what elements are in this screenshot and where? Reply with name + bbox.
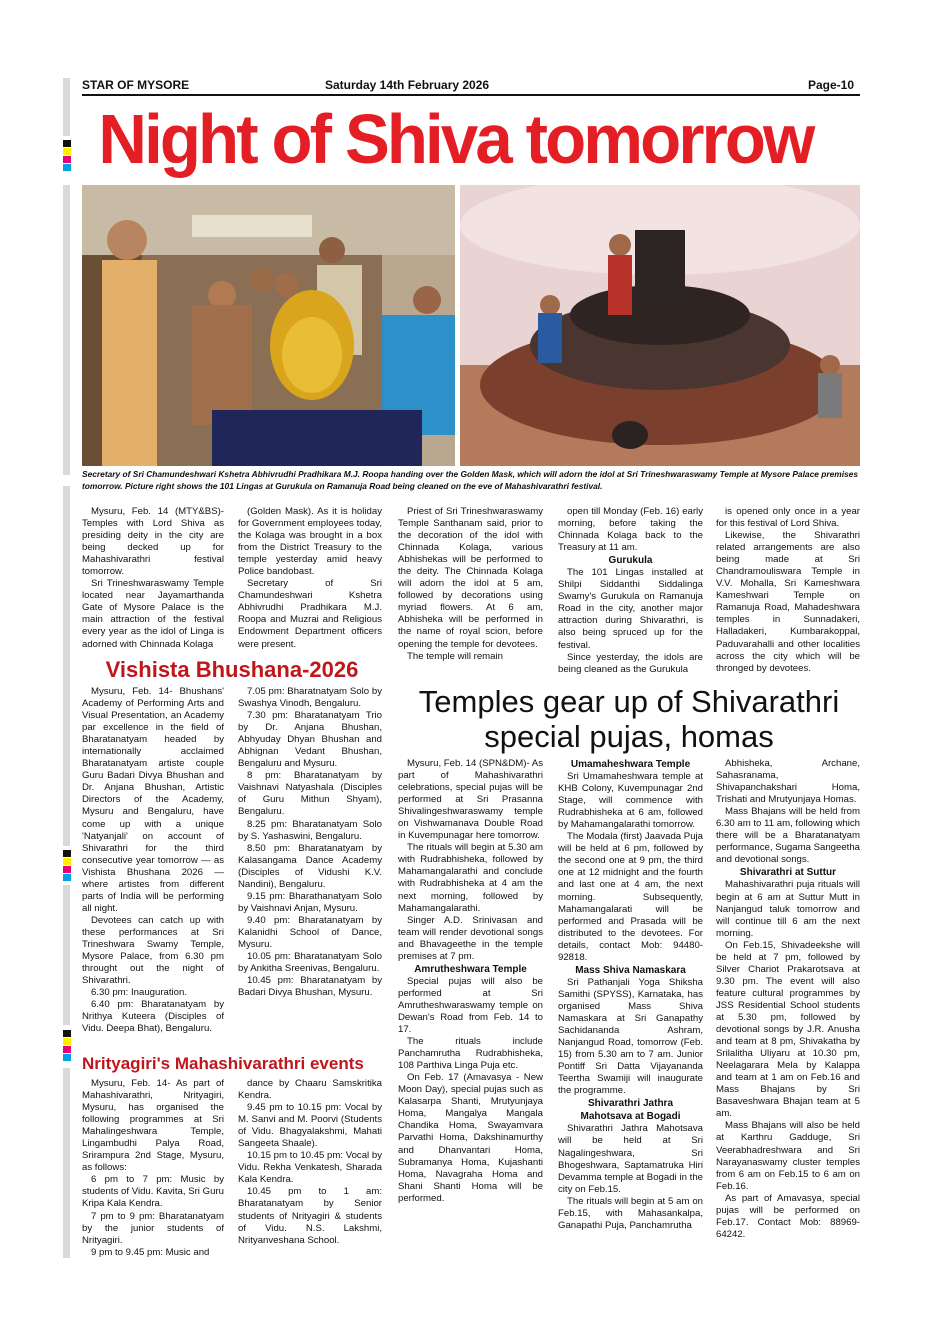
paragraph: Sri Pathanjali Yoga Shiksha Samithi (SPYSS), Karnataka, has organised Mass Shiva Namaskara at Sri Ganapathy Sachidananda Ashram, Nanjangud Road, tomorrow (Feb. 15) from 5.30 am to 7 am. Junior Pontiff Sri Datta Vijayananda Teertha Swamiji will inaugurate the programme.	[558, 976, 703, 1097]
paragraph: Sri Trineshwaraswamy Temple located near Jayamarthanda Gate of Mysore Palace is the main attraction of the festival every year as the idol of Linga is adorned with Chinnada Kolaga	[82, 578, 224, 650]
paragraph: Mahashivarathri puja rituals will begin at 6 am at Suttur Mutt in Nanjangud taluk tomorrow and will continue till 6 am the next morning.	[716, 879, 860, 939]
paragraph: The 101 Lingas installed at Shilpi Siddanthi Siddalinga Swamy's Gurukula on Ramanuja Road in the city, another major attraction during Shivarathri, is also being spruced up for the festival.	[558, 567, 703, 651]
subheading-jathra: Shivarathri Jathra	[587, 1098, 674, 1110]
paragraph: 10.45 pm: Bharatanatyam by Badari Divya Bhushan, Mysuru.	[238, 975, 382, 999]
story3-headline: Nrityagiri's Mahashivarathri events	[82, 1054, 364, 1073]
registration-mark-black	[63, 850, 71, 857]
paragraph: 7 pm to 9 pm: Bharatanatyam by the junior students of Nrityagiri.	[82, 1210, 224, 1246]
registration-mark-cyan	[63, 1054, 71, 1061]
paragraph: Mysuru, Feb. 14- As part of Mahashivarathri, Nrityagiri, Mysuru, has organised the following programmes at Sri Mahalingeshwara Temple, Lingambudhi Palya Road, Srirampura 2nd Stage, Mysuru, as follows:	[82, 1078, 224, 1174]
paragraph: Abhisheka, Archane, Sahasranama, Shivapanchakshari Homa, Trishati and Mrutyunjaya Homas.	[716, 758, 860, 806]
paragraph: 8 pm: Bharatanatyam by Vaishnavi Natyashala (Disciples of Guru Mithun Shyam), Bengaluru.	[238, 770, 382, 818]
paragraph: Singer A.D. Srinivasan and team will render devotional songs and Bhavageethe in the temple premises at 7 pm.	[398, 914, 543, 962]
paragraph: Mysuru, Feb. 14- Bhushans' Academy of Performing Arts and Visual Presentation, an Academy par excellence in the field of Bharatanatyam headed by internationally acclaimed Bharatanatyam artiste couple Guru Badari Divya Bhushan and Dr. Anjana Bhushan, Artistic Directors of the Academy, Mysuru and Bengaluru, have come up with a unique 'Natyanjali' on account of Shivarathri for the third consecutive year tomorrow — as Vishista Bhushana 2026 — where artistes from different parts of India will be performing all night.	[82, 686, 224, 914]
gray-margin-bar	[63, 78, 70, 136]
paragraph: 7.30 pm: Bharatanatyam Trio by Dr. Anjana Bhushan, Abhyuday Dhyan Bhushan and Abhignan Vedant Bhushan, Bengaluru and Mysuru.	[238, 710, 382, 770]
story2-col2	[238, 686, 382, 999]
registration-mark-magenta	[63, 156, 71, 163]
paragraph: On Feb.15, Shivadeekshe will be held at 7 pm, followed by Silver Chariot Prakarotsava at 9.30 pm. The event will also feature cultural programmes by JSS Residential School students at 5.30 pm, followed by devotional songs by J.R. Anusha and team at 8 pm, Shivakatha by Srilalitha Uliyaru at 10.30 pm, Neelagarara Mela by Kalappa and team at 1 am on Feb.16 and Mass Bhajans by Sri Basaveshwara Bhajan team at 5 am.	[716, 939, 860, 1120]
paragraph: (Golden Mask). As it is holiday for Government employees today, the Kolaga was brought in a box from the District Treasury to the temple yesterday amid heavy Police bandobast.	[238, 506, 382, 578]
story4-headline-line1: Temples gear up of Shivarathri	[418, 684, 840, 719]
subheading-amrutheshwara: Amrutheshwara Temple	[414, 963, 527, 975]
page-number: Page-10	[808, 78, 855, 92]
paragraph: 9.45 pm to 10.15 pm: Vocal by M. Sanvi and M. Poorvi (Students of Vidu. Bhagyalakshmi, Mahati Sangeeta Shaale).	[238, 1102, 382, 1150]
registration-mark-yellow	[63, 148, 71, 155]
photo-caption: Secretary of Sri Chamundeshwari Kshetra Abhivrudhi Pradhikara M.J. Roopa handing over the Golden Mask, which will adorn the idol at Sri Trineshwaraswamy Temple at Mysore Palace premises tomorrow. Picture right shows the 101 Lingas at Gurukula on Ramanuja Road being cleaned on the eve of Mahashivarathri festival.	[82, 469, 858, 491]
paragraph: dance by Chaaru Samskritika Kendra.	[238, 1078, 382, 1102]
paragraph: The rituals will begin at 5 am on Feb.15, with Mahasankalpa, Ganapathi Puja, Panchamrutha	[558, 1195, 703, 1231]
paragraph: Special pujas will also be performed at Sri Amrutheshwaraswamy temple on Dewan's Road from Feb. 14 to 17.	[398, 975, 543, 1036]
paragraph: Mass Bhajans will also be held at Karthru Gadduge, Sri Veerabhadreshwara and Sri Narayanaswamy cluster temples from 6 am on Feb.15 to 6 am on Feb.16.	[716, 1120, 860, 1192]
photo-golden-mask	[82, 185, 455, 466]
story4-headline	[398, 684, 860, 754]
paragraph: Priest of Sri Trineshwaraswamy Temple Santhanam said, prior to the decoration of the idol with Chinnada Kolaga, various Abhishekas will be performed to the deity. The Chinnada Kolaga will adorn the idol at 5 am, followed by decorations using myriad flowers. At 6 am, Abhisheka will be performed in the name of royal scion, before opening the temple for devotees.	[398, 506, 543, 650]
registration-mark-magenta	[63, 1046, 71, 1053]
paragraph: Since yesterday, the idols are being cleaned as the Gurukula	[558, 651, 703, 675]
paragraph: 10.05 pm: Bharatanatyam Solo by Ankitha Sreenivas, Bengaluru.	[238, 951, 382, 975]
subheading-jathra-bogadi: Mahotsava at Bogadi	[580, 1111, 681, 1123]
story1-col1	[82, 506, 224, 651]
gray-margin-bar	[63, 486, 70, 846]
paragraph: is opened only once in a year for this festival of Lord Shiva.	[716, 506, 860, 530]
paragraph: 10.15 pm to 10.45 pm: Vocal by Vidu. Rekha Venkatesh, Sharada Kala Kendra.	[238, 1150, 382, 1186]
paragraph: Sri Umamaheshwara temple at KHB Colony, Kuvempunagar 2nd Stage, will commence with Rudrabhisheka at 6 am, followed by Mahamangalarathi tomorrow.	[558, 771, 703, 831]
story4-col2	[558, 758, 703, 1232]
story4-col1	[398, 758, 543, 1205]
story4-col3	[716, 758, 860, 1241]
subheading-gurukula: Gurukula	[608, 555, 653, 567]
story1-col2	[238, 506, 382, 651]
subheading-suttur: Shivarathri at Suttur	[739, 867, 837, 879]
story1-col5	[716, 506, 860, 675]
main-headline: Night of Shiva tomorrow	[98, 100, 813, 178]
story4-headline-line2: special pujas, homas	[484, 719, 774, 754]
paragraph: 6.30 pm: Inauguration.	[91, 987, 188, 999]
gray-margin-bar	[63, 1068, 70, 1258]
paragraph: 10.45 pm to 1 am: Bharatanatyam by Senior students of Nrityagiri & students of Vidu. N.S. Lakshmi, Nrityanveshana School.	[238, 1186, 382, 1246]
subheading-umamaheshwara: Umamaheshwara Temple	[570, 759, 691, 770]
gray-margin-bar	[63, 185, 70, 475]
paragraph: The rituals include Panchamrutha Rudrabhisheka, 108 Parthiva Linga Puja etc.	[398, 1036, 543, 1072]
paragraph: 6.40 pm: Bharatanatyam by Nrithya Kuteera (Disciples of Vidu. Deepa Bhat), Bengaluru.	[82, 999, 224, 1035]
paragraph: 6 pm to 7 pm: Music by students of Vidu. Kavita, Sri Guru Kripa Kala Kendra.	[82, 1174, 224, 1210]
paragraph: The temple will remain	[407, 650, 503, 662]
publication-date: Saturday 14th February 2026	[325, 78, 490, 92]
paragraph: Secretary of Sri Chamundeshwari Kshetra Abhivrudhi Pradhikara M.J. Roopa and Muzrai and Religious Endowment Department officers were present.	[238, 578, 382, 650]
paragraph: open till Monday (Feb. 16) early morning, before taking the Chinnada Kolaga back to the Treasury at 11 am.	[558, 506, 703, 554]
paragraph: On Feb. 17 (Amavasya - New Moon Day), special pujas such as Kalasarpa Shanti, Mrutyunjaya Homa, Mangalya Mangala Chandika Homa, Swayamvara Parvathi Homa, Dakshinamurthy and Dhanvantari Homa, Subramanya Homa, Kujashanti Homa, Navagraha Homa and Shani Shanti Homa will be performed.	[398, 1072, 543, 1204]
paragraph: Mysuru, Feb. 14 (SPN&DM)- As part of Mahashivarathri celebrations, special pujas will be performed at Sri Prasanna Shivalingeshwaraswamy temple on Vishwamanava Double Road in Kuvempunagar here tomorrow.	[398, 758, 543, 842]
paragraph: 8.50 pm: Bharatanatyam by Kalasangama Dance Academy (Disciples of Vidushi K.V. Nandini), Bengaluru.	[238, 842, 382, 890]
story1-col3	[398, 506, 543, 663]
paragraph: Shivarathri Jathra Mahotsava will be held at Sri Nagalingeshwara, Sri Bhogeshwara, Saptamatruka Hiri Devamma temple at Bogadi in the city on Feb.15.	[558, 1123, 703, 1195]
registration-mark-black	[63, 140, 71, 147]
paragraph: Mass Bhajans will be held from 6.30 am to 11 am, following which there will be a Bharatanatyam performance, Sugama Sangeetha and devotional songs.	[716, 806, 860, 866]
paragraph: 9.40 pm: Bharatanatyam by Kalanidhi School of Dance, Mysuru.	[238, 914, 382, 950]
registration-mark-magenta	[63, 866, 71, 873]
story1-col4	[558, 506, 703, 676]
gray-margin-bar	[63, 885, 70, 1025]
registration-mark-yellow	[63, 1038, 71, 1045]
paragraph: As part of Amavasya, special pujas will be performed on Feb.17. Contact Mob: 88969-64242.	[716, 1192, 860, 1240]
paragraph: 9.15 pm: Bharathanatyam Solo by Vaishnavi Anjan, Mysuru.	[238, 890, 382, 914]
publication-name: STAR OF MYSORE	[82, 78, 190, 92]
paragraph: Mysuru, Feb. 14 (MTY&BS)- Temples with Lord Shiva as presiding deity in the city are being decked up for Mahashivarathri festival tomorrow.	[82, 506, 224, 578]
paragraph: The Modala (first) Jaavada Puja will be held at 6 pm, followed by the second one at 9 pm, the third one at 12 midnight and the fourth and last one at 4 am, the next morning. Subsequently, Mahamangalarati will be performed and Prasada will be distributed to the devotees. For details, contact Mob: 94480-92818.	[558, 831, 703, 963]
story3-col1	[82, 1078, 224, 1259]
paragraph: The rituals will begin at 5.30 am with Rudrabhisheka, followed by Mahamangalarathi and conclude with Rudrabhisheka at 4 am the next morning, followed by Mahamangalarathi.	[398, 842, 543, 914]
paragraph: 9 pm to 9.45 pm: Music and	[91, 1246, 210, 1258]
story3-col2	[238, 1078, 382, 1247]
paragraph: Devotees can catch up with these performances at Sri Trineshwara Swamy Temple, Mysore Palace, from 6.30 pm throught out the night of Shivarathri.	[82, 914, 224, 987]
registration-mark-cyan	[63, 874, 71, 881]
registration-mark-black	[63, 1030, 71, 1037]
paragraph: Likewise, the Shivarathri related arrangements are also being made at Sri Chandramouliswara Temple in V.V. Mohalla, Sri Kameshwara Kameshwari Temple on Ramanuja Road, Mahadeshwara temples in Sunnadakeri, Halladakeri, Kumbarakoppal, Paduvarahalli and other localities across the city which will be thronged by devotees.	[716, 530, 860, 674]
paragraph: 7.05 pm: Bharatnatyam Solo by Swashya Vinodh, Bengaluru.	[238, 686, 382, 710]
subheading-shiva-namaskara: Mass Shiva Namaskara	[575, 964, 686, 976]
registration-mark-cyan	[63, 164, 71, 171]
story2-col1	[82, 686, 224, 1035]
story2-headline: Vishista Bhushana-2026	[105, 657, 359, 682]
registration-mark-yellow	[63, 858, 71, 865]
photo-101-lingas	[460, 185, 860, 466]
paragraph: 8.25 pm: Bharatanatyam Solo by S. Yashaswini, Bengaluru.	[238, 818, 382, 842]
